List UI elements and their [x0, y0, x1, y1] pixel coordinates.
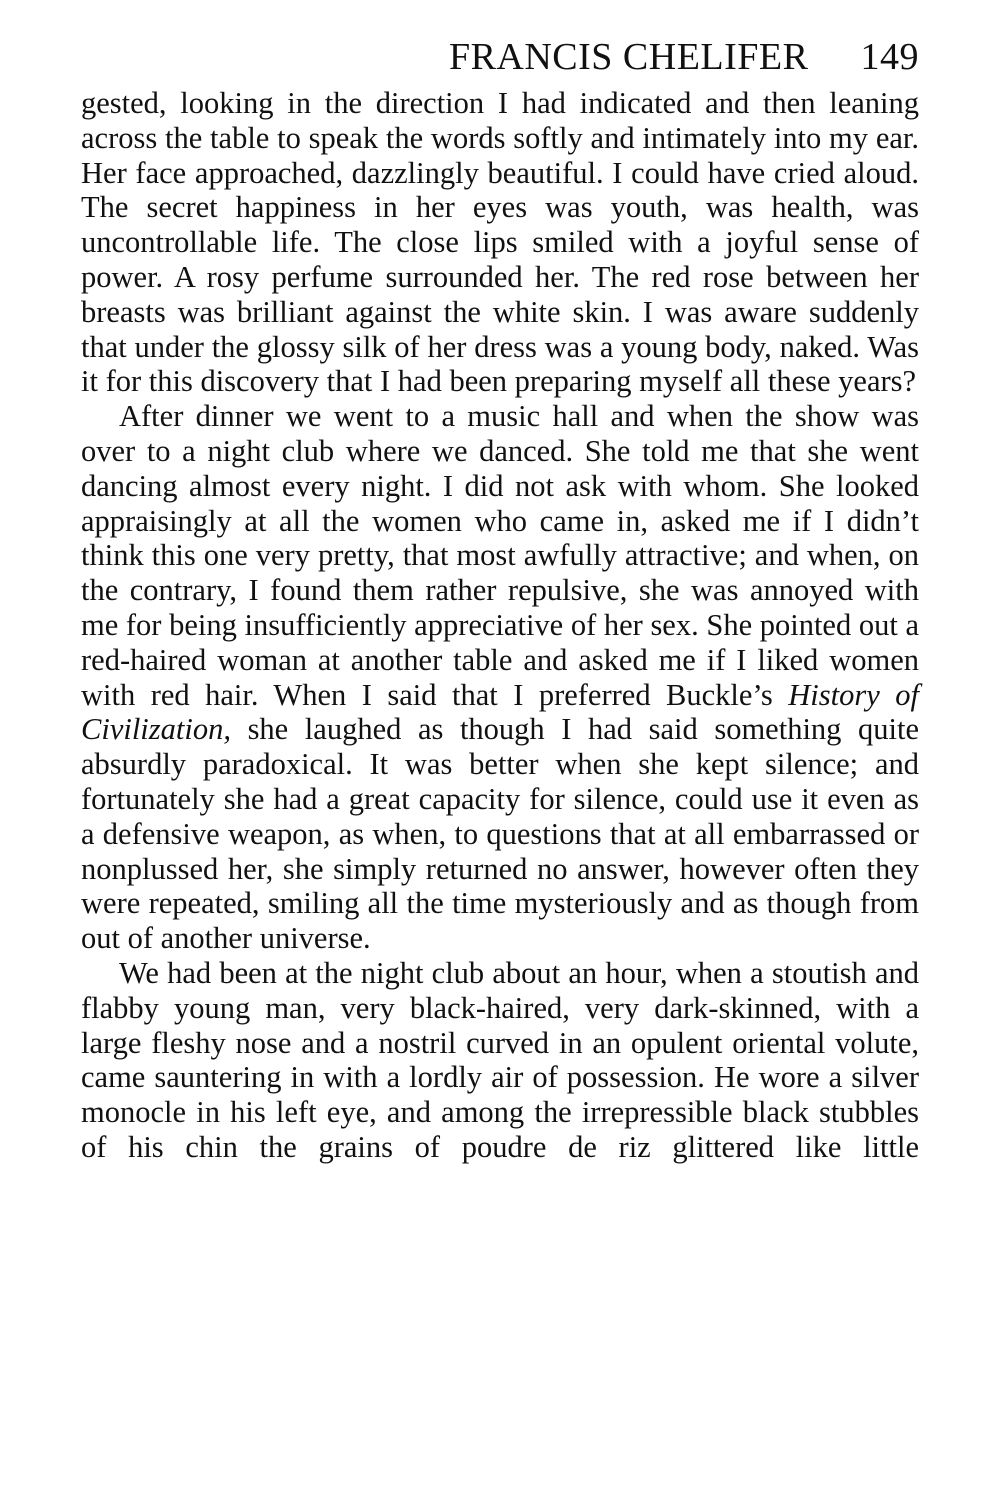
book-title-italic: History of Civilization,	[81, 677, 919, 747]
body-text	[81, 86, 919, 1165]
book-page	[81, 28, 919, 1165]
page-number: 149	[860, 36, 919, 78]
running-head	[81, 28, 919, 86]
paragraph-2-start: After dinner we went to a music hall and when the show was over to a night club where we danced. She told me that she went dancing almost every night. I did not ask with whom. She looked appraisingly at all the women who came in, asked me if I didn’t think this one very pretty, that most awfully attractive; and when, on the contrary, I found them rather repulsive, she was annoyed with me for being insufficiently appreciative of her sex. She pointed out a red-haired woman at another table and asked me if I liked women with red hair. When I said that I preferred Buckle’s	[81, 399, 919, 712]
paragraph-2	[81, 399, 919, 956]
paragraph-1: gested, looking in the direction I had indicated and then leaning across the table to speak the words softly and intimately into my ear. Her face approached, dazzlingly beautiful. I could have cried aloud. The secret happiness in her eyes was youth, was health, was uncontrollable life. The close lips smiled with a joyful sense of power. A rosy perfume surrounded her. The red rose between her breasts was brilliant against the white skin. I was aware suddenly that under the glossy silk of her dress was a young body, naked. Was it for this discovery that I had been preparing myself all these years?	[81, 86, 919, 399]
running-title: FRANCIS CHELIFER	[448, 36, 809, 78]
paragraph-3: We had been at the night club about an hour, when a stoutish and flabby young man, very black-haired, very dark-skinned, with a large fleshy nose and a nostril curved in an opulent oriental volute, came sauntering in with a lordly air of possession. He wore a silver monocle in his left eye, and among the irrepressible black stubbles of his chin the grains of poudre de riz glittered like little	[81, 955, 919, 1164]
paragraph-2-end: she laughed as though I had said something quite absurdly paradoxical. It was better when she kept silence; and fortunately she had a great capacity for silence, could use it even as a defensive weapon, as when, to questions that at all embarrassed or nonplussed her, she simply returned no answer, however often they were repeated, smiling all the time mysteriously and as though from out of another universe.	[81, 712, 919, 956]
